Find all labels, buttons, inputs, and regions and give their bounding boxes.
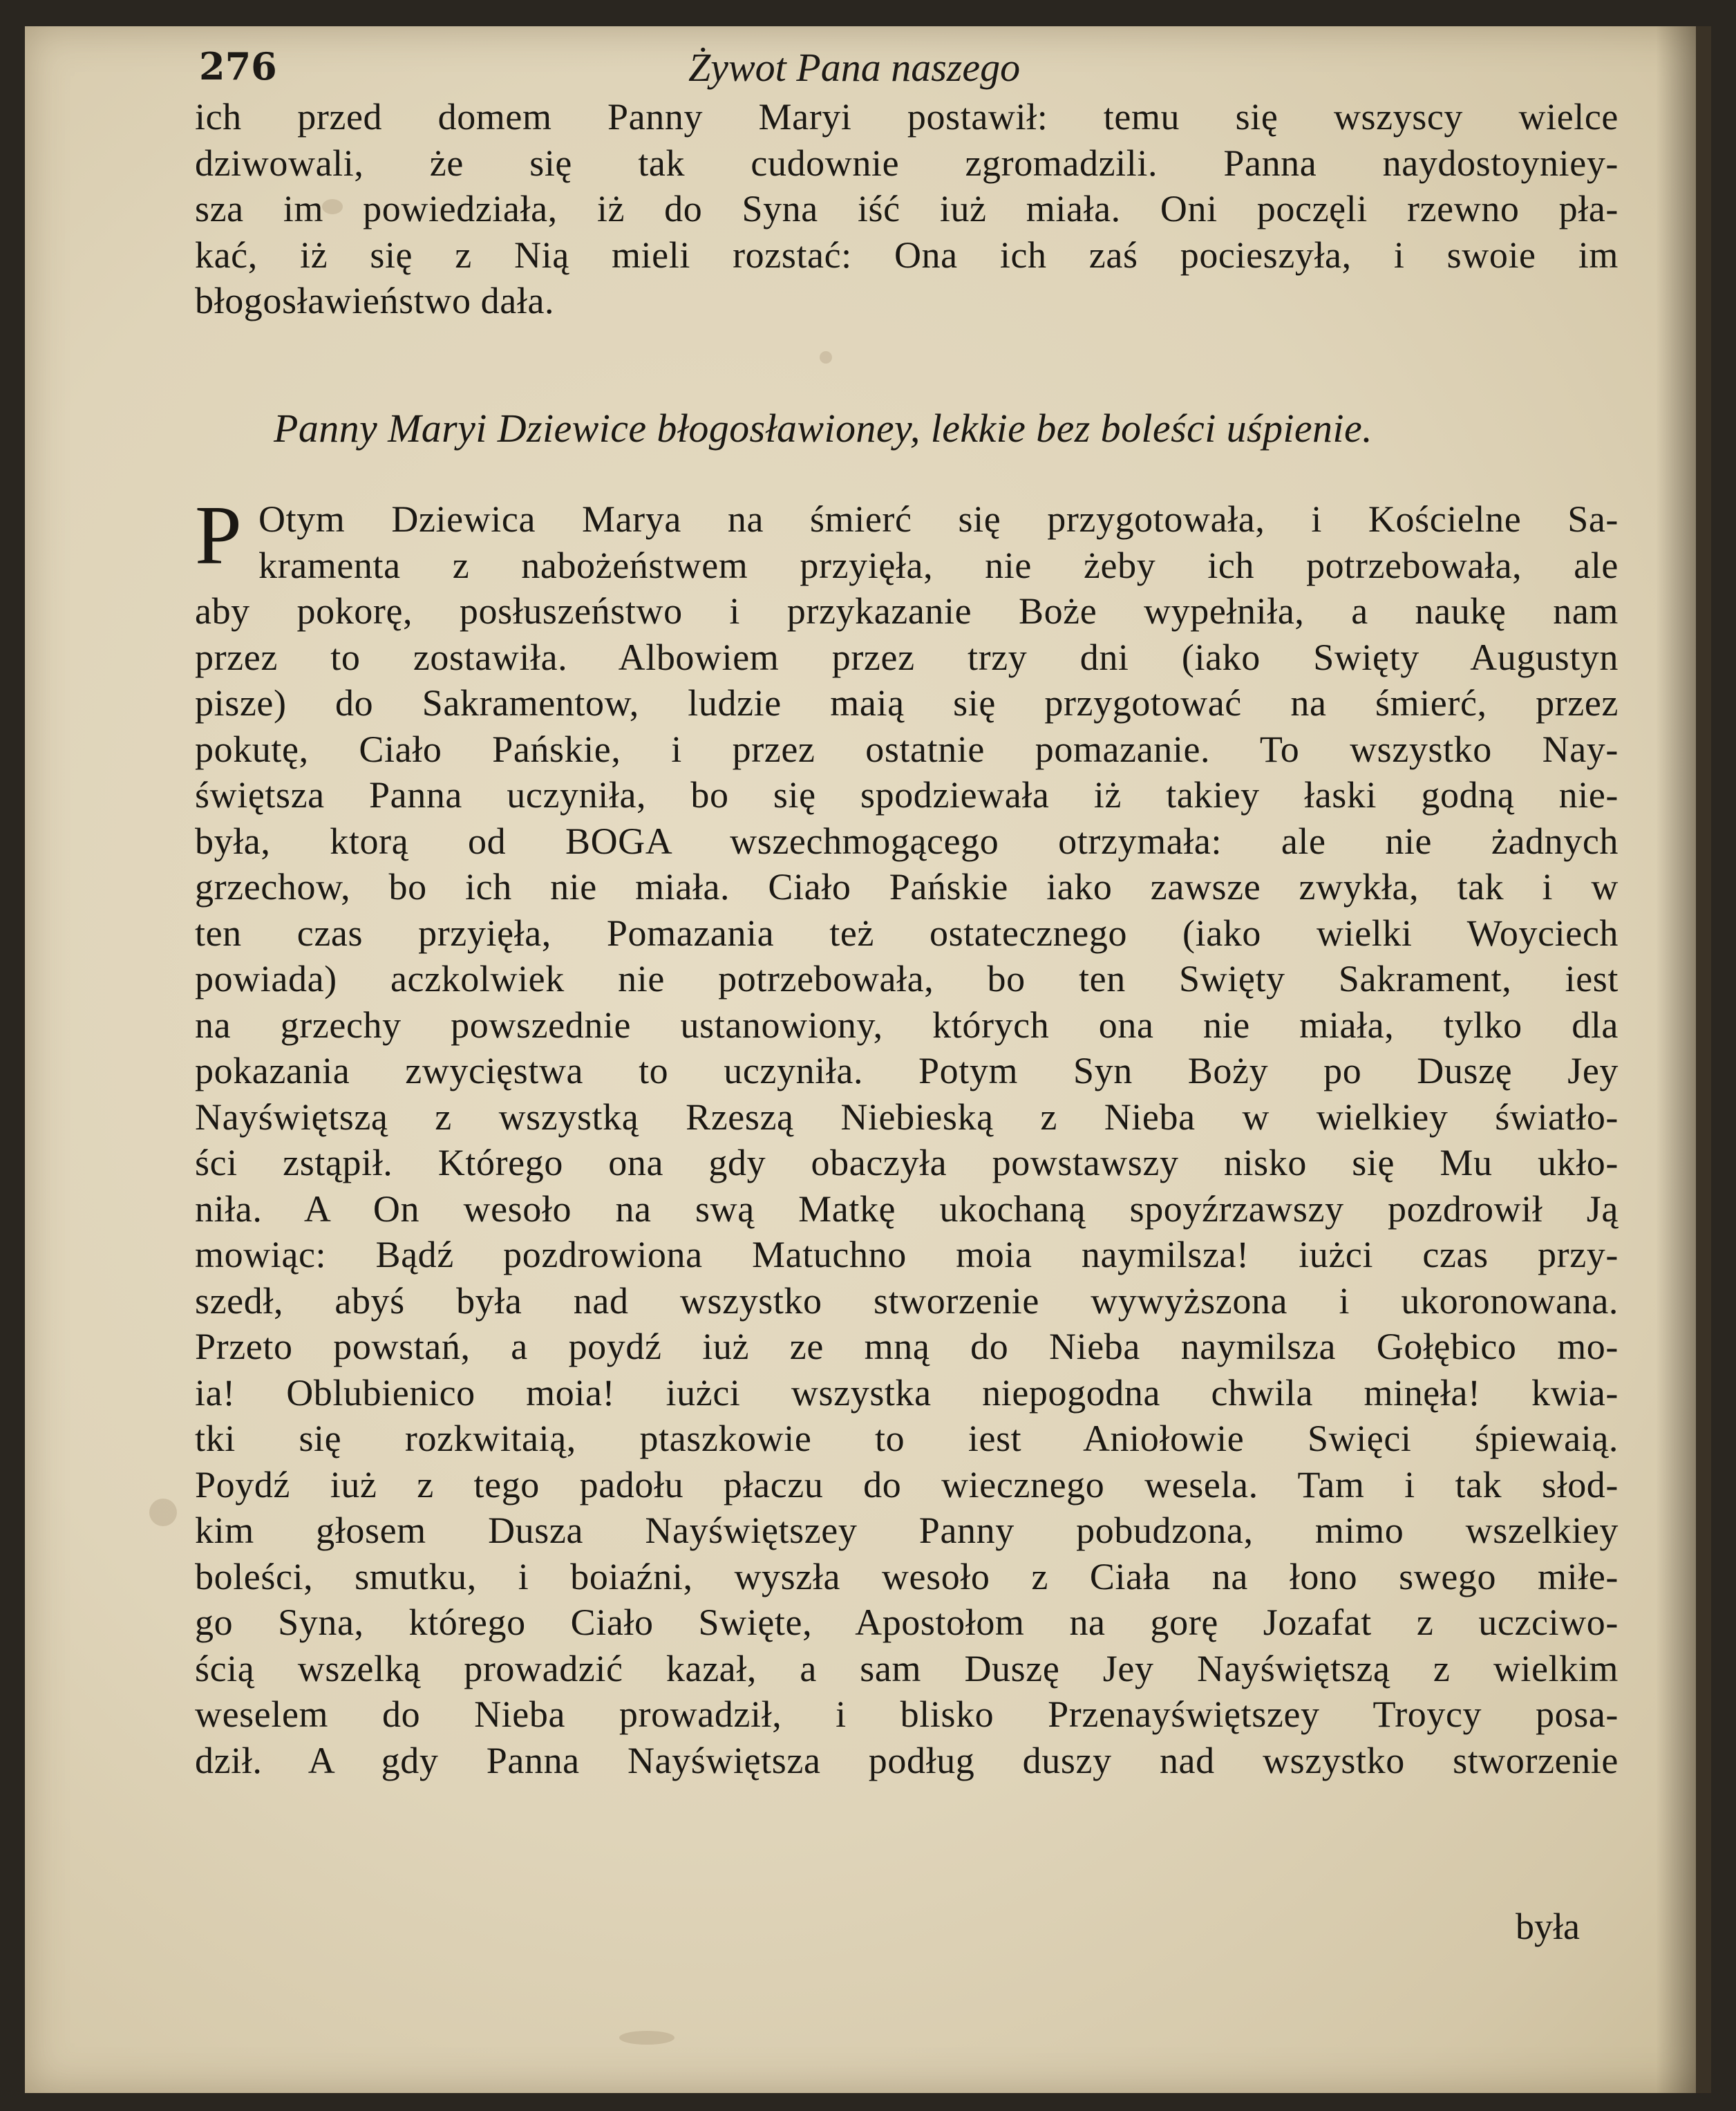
running-title: Żywot Pana naszego [688,45,1021,90]
text-line: ia! Oblubienico moia! iużci wszystka niepogodna chwila minęła! kwia- [195,1371,1619,1414]
foxing-spot [820,351,832,364]
text-line: boleści, smutku, i boiaźni, wyszła wesoło z Ciała na łono swego miłe- [195,1555,1619,1597]
text-line: błogosławieństwo dała. [195,280,555,321]
text-line: kramenta z nabożeństwem przyięła, nie żeby ich potrzebowała, ale [258,544,1619,586]
intro-paragraph [195,94,1619,324]
text-line: Nayświętszą z wszystką Rzeszą Niebieską z Nieba w wielkiey światło- [195,1096,1619,1138]
binding-spine-edge [1696,26,1711,2093]
text-line: weselem do Nieba prowadził, i blisko Przenayświętszey Troycy posa- [195,1694,1619,1735]
text-line: świętsza Panna uczyniła, bo się spodziewała iż takiey łaski godną nie- [195,774,1619,816]
text-line: ści zstąpił. Którego ona gdy obaczyła powstawszy nisko się Mu ukło- [195,1142,1619,1183]
book-page [25,26,1711,2093]
page-number: 276 [199,44,277,88]
text-line: dził. A gdy Panna Nayświętsza podług duszy nad wszystko stworzenie [195,1739,1619,1781]
text-line: tki się rozkwitaią, ptaszkowie to iest Aniołowie Swięci śpiewaią. [195,1418,1619,1459]
text-line: Otym Dziewica Marya na śmierć się przygotowała, i Kościelne Sa- [258,498,1619,540]
drop-cap: P [195,489,242,582]
text-line: pisze) do Sakramentow, ludzie maią się przygotować na śmierć, przez [195,682,1619,724]
text-line: na grzechy powszednie ustanowiony, których ona nie miała, tylko dla [195,1004,1619,1046]
text-line: aby pokorę, posłuszeństwo i przykazanie Boże wypełniła, a naukę nam [195,590,1619,632]
text-line: pokutę, Ciało Pańskie, i przez ostatnie pomazanie. To wszystko Nay- [195,728,1619,770]
text-line: kim głosem Dusza Nayświętszey Panny pobudzona, mimo wszelkiey [195,1510,1619,1551]
text-line: mowiąc: Bądź pozdrowiona Matuchno moia naymilsza! iużci czas przy- [195,1234,1619,1275]
text-line: ścią wszelką prowadzić kazał, a sam Duszę Jey Nayświętszą z wielkim [195,1647,1619,1689]
text-line: Przeto powstań, a poydź iuż ze mną do Nieba naymilsza Gołębico mo- [195,1326,1619,1367]
text-line: grzechow, bo ich nie miała. Ciało Pańskie iako zawsze zwykła, tak i w [195,866,1619,908]
text-line: powiada) aczkolwiek nie potrzebowała, bo ten Swięty Sakrament, iest [195,958,1619,1000]
text-line: sza im powiedziała, iż do Syna iść iuż miała. Oni poczęli rzewno pła- [195,188,1619,229]
text-line: ten czas przyięła, Pomazania też ostatecznego (iako wielki Woyciech [195,912,1619,954]
text-line: dziwowali, że się tak cudownie zgromadzili. Panna naydostoyniey- [195,142,1619,184]
text-line: kać, iż się z Nią mieli rozstać: Ona ich zaś pocieszyła, i swoie im [195,234,1619,276]
text-line: była, ktorą od BOGA wszechmogącego otrzymała: ale nie żadnych [195,820,1619,862]
section-heading: Panny Maryi Dziewice błogosławioney, lekkie bez boleści uśpienie. [274,406,1372,451]
foxing-spot [619,2031,674,2045]
text-line: ich przed domem Panny Maryi postawił: temu się wszyscy wielce [195,96,1619,138]
text-line: przez to zostawiła. Albowiem przez trzy dni (iako Swięty Augustyn [195,636,1619,678]
text-line: go Syna, którego Ciało Swięte, Apostołom na gorę Jozafat z uczciwo- [195,1602,1619,1643]
text-line: szedł, abyś była nad wszystko stworzenie wywyższona i ukoronowana. [195,1279,1619,1322]
foxing-spot [149,1499,177,1526]
text-line: Poydź iuż z tego padołu płaczu do wiecznego wesela. Tam i tak słod- [195,1463,1619,1505]
body-paragraph [195,489,1619,1783]
catchword: była [1516,1906,1580,1947]
text-line: pokazania zwycięstwa to uczyniła. Potym Syn Boży po Duszę Jey [195,1050,1619,1091]
text-line: niła. A On wesoło na swą Matkę ukochaną spoyźrzawszy pozdrowił Ją [195,1188,1619,1230]
